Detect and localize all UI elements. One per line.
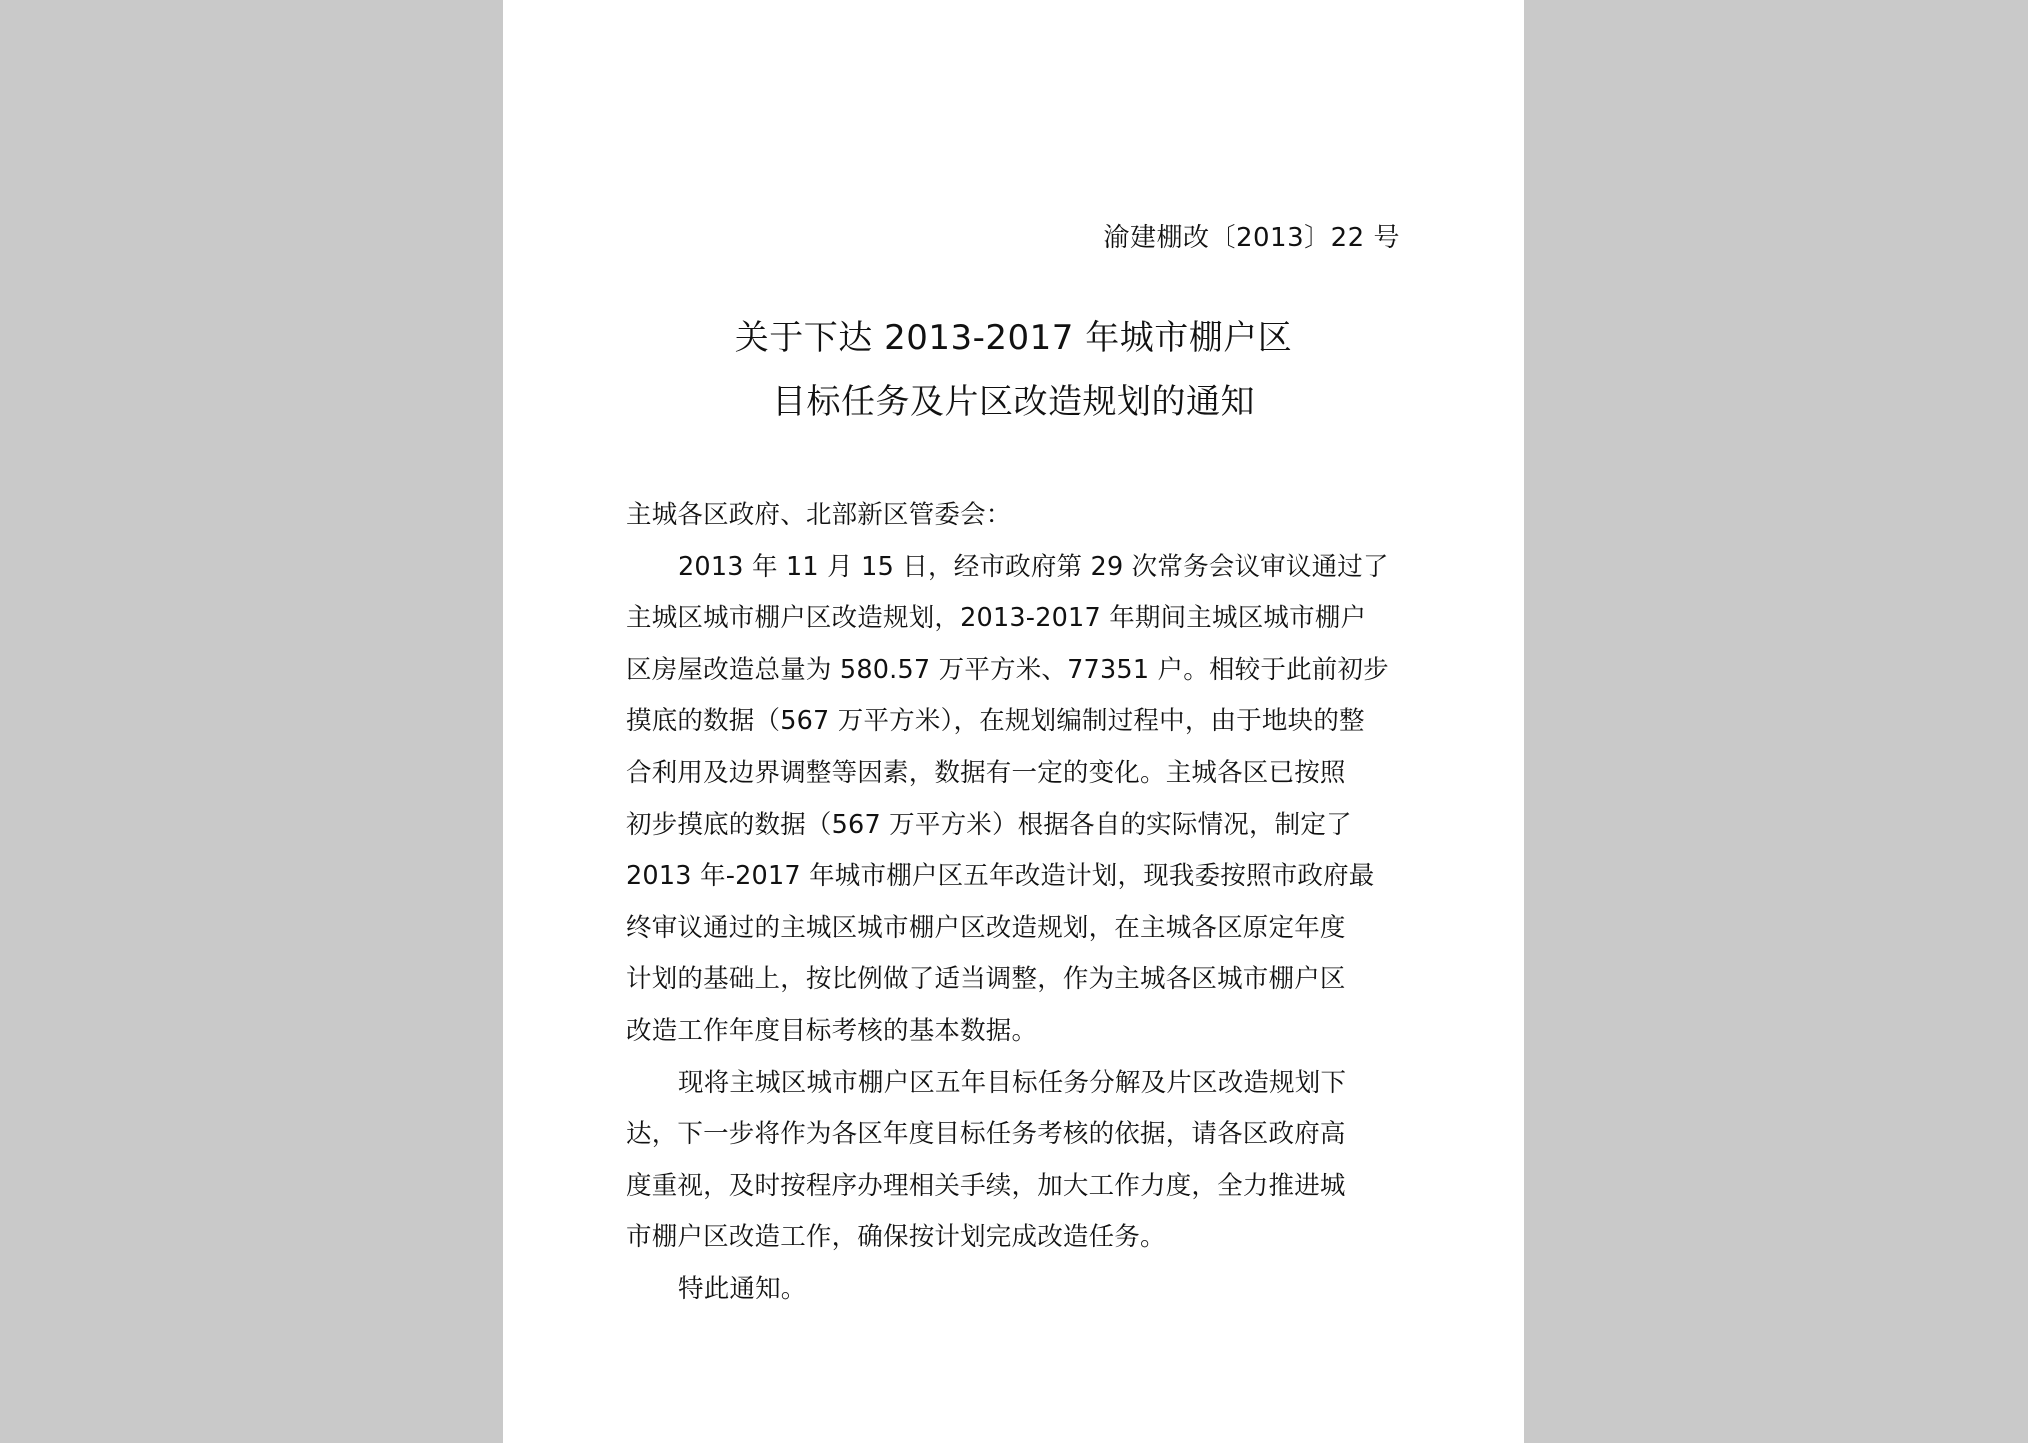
paragraph-line: 现将主城区城市棚户区五年目标任务分解及片区改造规划下 bbox=[678, 1067, 1347, 1098]
paragraph-line: 合利用及边界调整等因素，数据有一定的变化。主城各区已按照 bbox=[626, 757, 1346, 788]
paragraph-1 bbox=[626, 542, 1402, 1058]
paragraph-line: 初步摸底的数据（567 万平方米）根据各自的实际情况，制定了 bbox=[626, 809, 1352, 840]
paragraph-line: 摸底的数据（567 万平方米），在规划编制过程中，由于地块的整 bbox=[626, 706, 1365, 737]
closing-line: 特此通知。 bbox=[678, 1273, 807, 1304]
paragraph-line: 改造工作年度目标考核的基本数据。 bbox=[626, 1015, 1038, 1046]
salutation: 主城各区政府、北部新区管委会： bbox=[626, 500, 1012, 530]
paragraph-line: 度重视，及时按程序办理相关手续，加大工作力度，全力推进城 bbox=[626, 1170, 1346, 1201]
title-line: 关于下达 2013-2017 年城市棚户区 bbox=[734, 318, 1293, 358]
title-line: 目标任务及片区改造规划的通知 bbox=[772, 382, 1255, 422]
paragraph-line: 市棚户区改造工作，确保按计划完成改造任务。 bbox=[626, 1222, 1166, 1253]
document-title bbox=[503, 306, 1524, 434]
paragraph-line: 计划的基础上，按比例做了适当调整，作为主城各区城市棚户区 bbox=[626, 964, 1346, 995]
paragraph-line: 2013 年-2017 年城市棚户区五年改造计划，现我委按照市政府最 bbox=[626, 861, 1375, 892]
paragraph-line: 区房屋改造总量为 580.57 万平方米、77351 户。相较于此前初步 bbox=[626, 654, 1389, 685]
paragraph-line: 主城区城市棚户区改造规划，2013-2017 年期间主城区城市棚户 bbox=[626, 603, 1367, 634]
paragraph-line: 2013 年 11 月 15 日，经市政府第 29 次常务会议审议通过了 bbox=[678, 551, 1389, 582]
document-number: 渝建棚改〔2013〕22 号 bbox=[1103, 223, 1400, 253]
paragraph-line: 终审议通过的主城区城市棚户区改造规划，在主城各区原定年度 bbox=[626, 912, 1346, 943]
document-body bbox=[626, 490, 1402, 1316]
document-page bbox=[503, 0, 1524, 1443]
paragraph-2 bbox=[626, 1058, 1402, 1264]
paragraph-line: 达，下一步将作为各区年度目标任务考核的依据，请各区政府高 bbox=[626, 1119, 1346, 1150]
